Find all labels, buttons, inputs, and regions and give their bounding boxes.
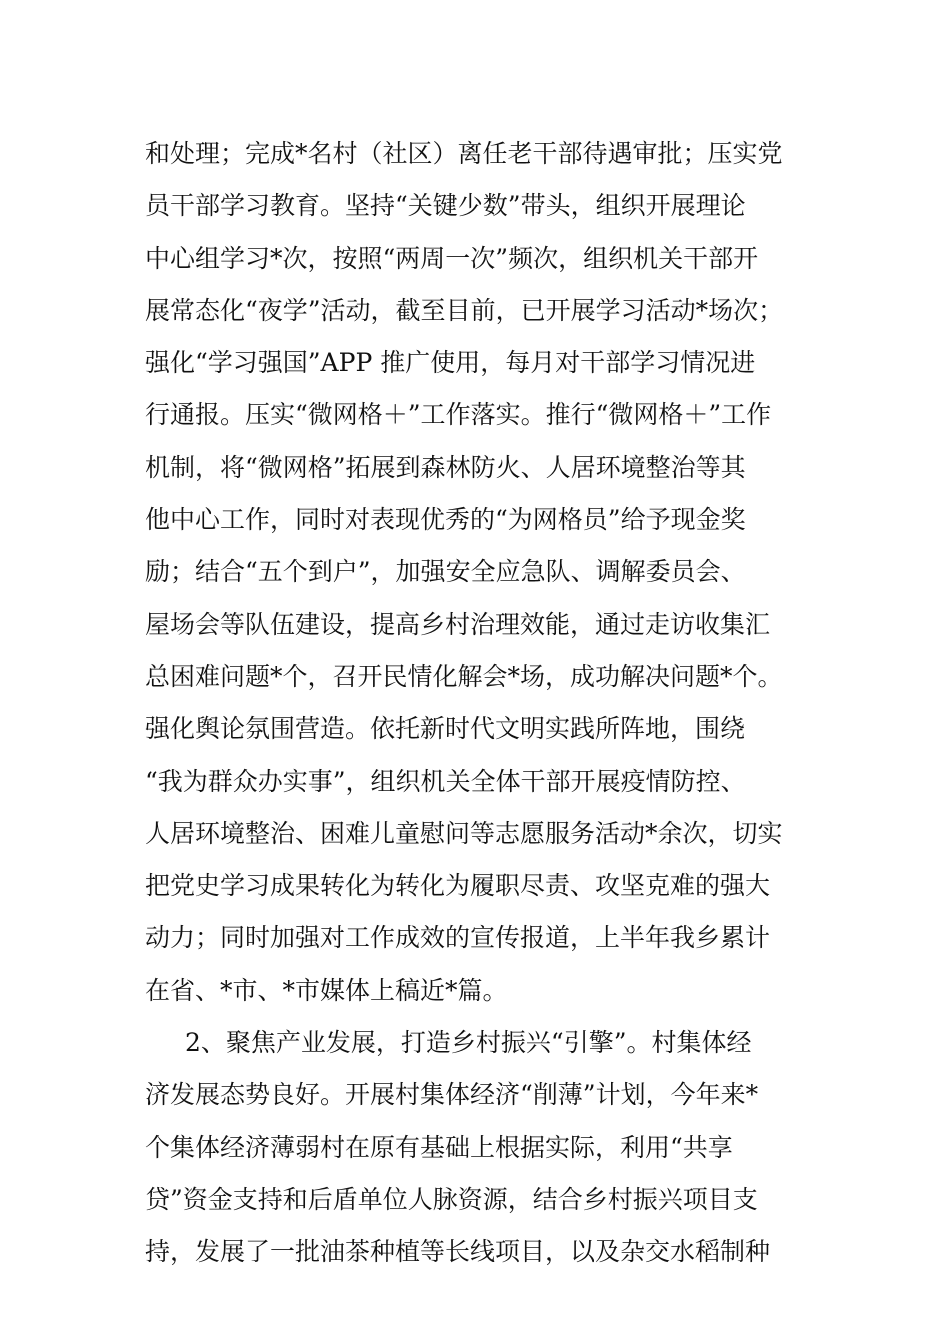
text-line: 个集体经济薄弱村在原有基础上根据实际，利用“共享 xyxy=(145,1132,733,1162)
body-text xyxy=(145,128,825,1279)
text-line: 中心组学习*次，按照“两周一次”频次，组织机关干部开 xyxy=(145,243,759,273)
text-line: 强化舆论氛围营造。依托新时代文明实践所阵地，围绕 xyxy=(145,714,746,744)
text-line: 行通报。压实“微网格＋”工作落实。推行“微网格＋”工作 xyxy=(145,400,772,430)
text-line: 动力；同时加强对工作成效的宣传报道，上半年我乡累计 xyxy=(145,923,771,953)
text-line: “我为群众办实事”，组织机关全体干部开展疫情防控、 xyxy=(145,766,746,796)
text-line: 励；结合“五个到户”，加强安全应急队、调解委员会、 xyxy=(145,557,746,587)
text-line: 在省、*市、*市媒体上稿近*篇。 xyxy=(145,975,508,1005)
text-line: 和处理；完成*名村（社区）离任老干部待遇审批；压实党 xyxy=(145,139,783,168)
section-heading-line: 2、聚焦产业发展，打造乡村振兴“引擎”。村集体经 xyxy=(185,1028,752,1058)
text-line: 持，发展了一批油茶种植等长线项目，以及杂交水稻制种 xyxy=(145,1237,771,1267)
text-line: 济发展态势良好。开展村集体经济“削薄”计划，今年来* xyxy=(145,1080,759,1110)
text-line: 员干部学习教育。坚持“关键少数”带头，组织开展理论 xyxy=(145,191,746,221)
text-line: 强化“学习强国”APP 推广使用，每月对干部学习情况进 xyxy=(145,348,756,378)
text-line: 人居环境整治、困难儿童慰问等志愿服务活动*余次，切实 xyxy=(145,818,783,848)
text-line: 展常态化“夜学”活动，截至目前，已开展学习活动*场次； xyxy=(145,295,784,325)
text-line: 机制，将“微网格”拓展到森林防火、人居环境整治等其 xyxy=(145,452,746,482)
text-line: 他中心工作，同时对表现优秀的“为网格员”给予现金奖 xyxy=(145,505,746,535)
text-line: 总困难问题*个，召开民情化解会*场，成功解决问题*个。 xyxy=(145,661,783,691)
text-line: 贷”资金支持和后盾单位人脉资源，结合乡村振兴项目支 xyxy=(145,1184,758,1214)
text-line: 把党史学习成果转化为转化为履职尽责、攻坚克难的强大 xyxy=(145,871,771,901)
text-line: 屋场会等队伍建设，提高乡村治理效能，通过走访收集汇 xyxy=(145,609,771,639)
